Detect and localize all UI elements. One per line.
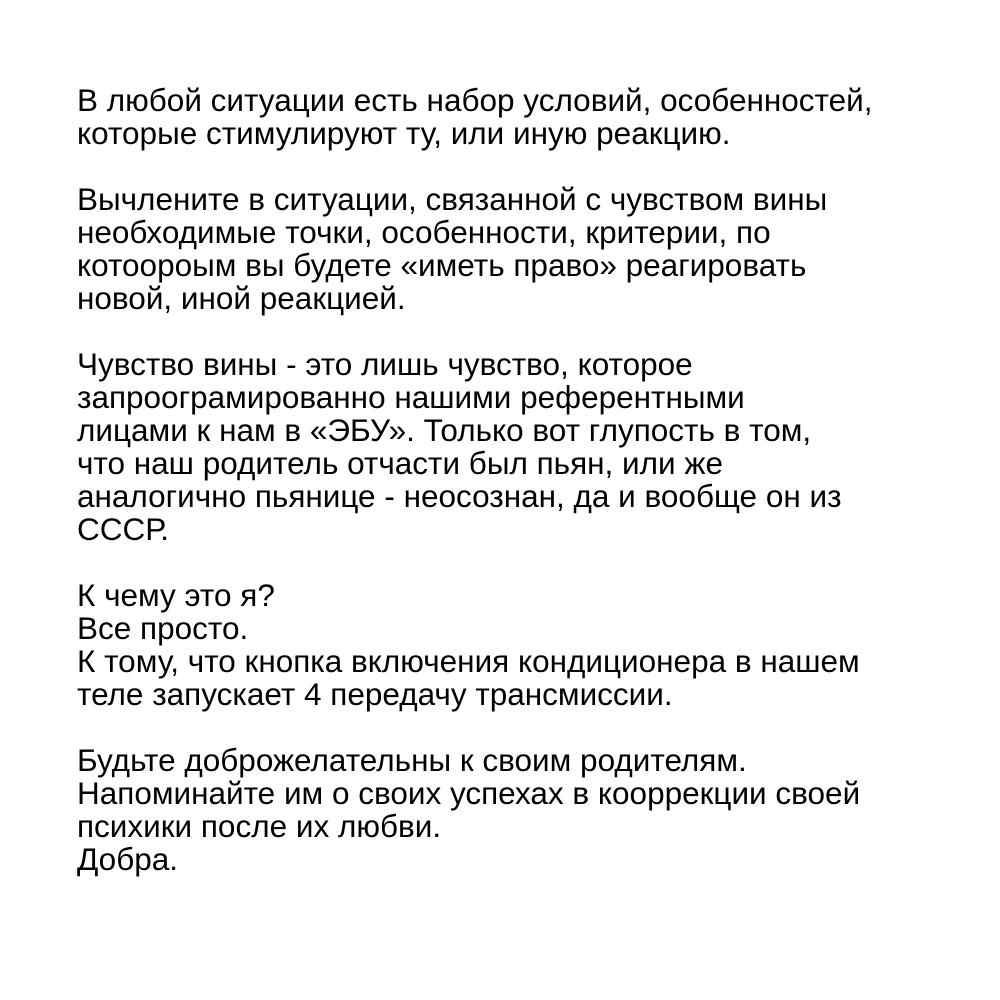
- text-line: К тому, что кнопка включения кондиционера в нашем: [77, 643, 860, 679]
- text-line: Чувство вины - это лишь чувство, которое: [77, 346, 693, 382]
- paragraph-4: [77, 579, 977, 711]
- text-line: новой, иной реакцией.: [77, 280, 406, 316]
- text-line: Вычлените в ситуации, связанной с чувством вины: [77, 181, 828, 217]
- text-line: психики после их любви.: [77, 808, 442, 844]
- text-line: В любой ситуации есть набор условий, особенностей,: [77, 82, 873, 118]
- text-line: СССР.: [77, 511, 170, 547]
- paragraph-5: [77, 744, 977, 876]
- text-line: котоороым вы будете «иметь право» реагировать: [77, 247, 807, 283]
- text-line: которые стимулируют ту, или иную реакцию.: [77, 115, 731, 151]
- text-line: Будьте доброжелательны к своим родителям.: [77, 742, 747, 778]
- text-line: что наш родитель отчасти был пьян, или же: [77, 445, 723, 481]
- document-text: [77, 84, 977, 909]
- text-line: аналогично пьянице - неосознан, да и вообще он из: [77, 478, 842, 514]
- paragraph-2: [77, 183, 977, 315]
- text-line: теле запускает 4 передачу трансмиссии.: [77, 676, 673, 712]
- paragraph-1: [77, 84, 977, 150]
- text-line: запроограмированно нашими референтными: [77, 379, 745, 415]
- text-line: Добра.: [77, 841, 179, 877]
- text-line: лицами к нам в «ЭБУ». Только вот глупость в том,: [77, 412, 812, 448]
- text-line: К чему это я?: [77, 577, 275, 613]
- text-line: Все просто.: [77, 610, 249, 646]
- text-line: необходимые точки, особенности, критерии, по: [77, 214, 771, 250]
- paragraph-3: [77, 348, 977, 546]
- text-line: Напоминайте им о своих успехах в кооррекции своей: [77, 775, 861, 811]
